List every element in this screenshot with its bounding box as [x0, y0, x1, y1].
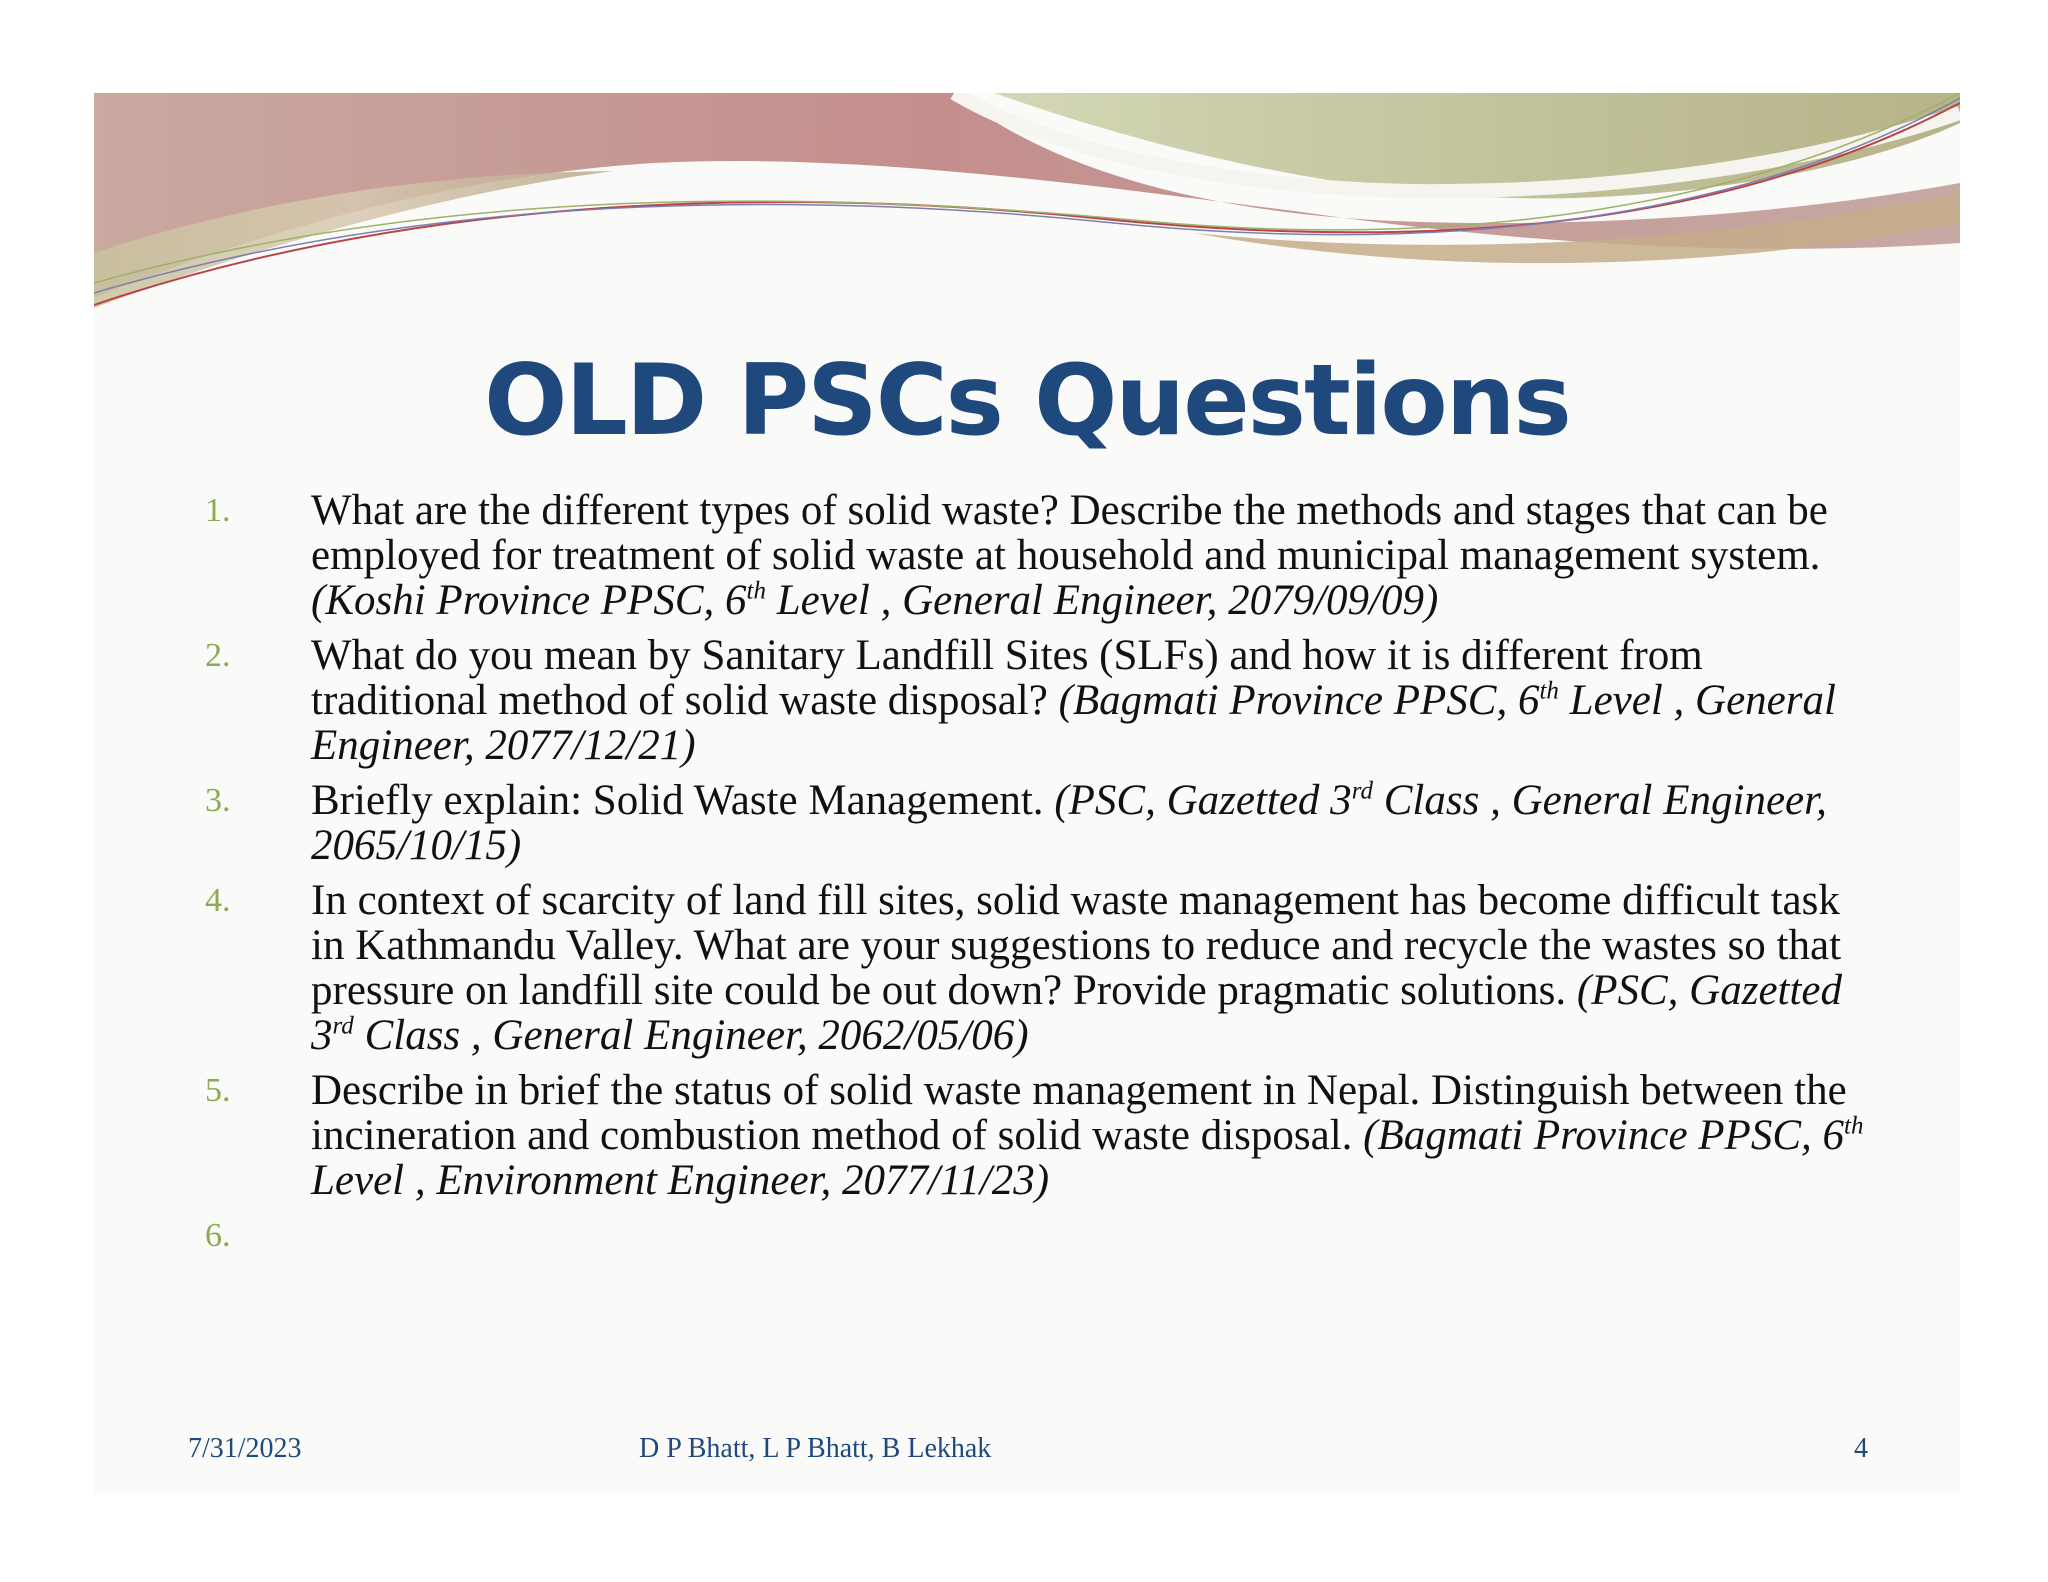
source-part: (Bagmati Province PPSC, 6 — [1363, 1112, 1844, 1159]
slide-title: OLD PSCs Questions — [484, 344, 1570, 458]
question-list — [94, 488, 1960, 1268]
source-superscript: th — [1539, 677, 1559, 705]
footer-date: 7/31/2023 — [188, 1433, 302, 1464]
question-item — [94, 1068, 1960, 1203]
question-number: 6. — [205, 1217, 231, 1254]
slide — [94, 93, 1960, 1493]
source-part: Class , General Engineer, 2065/10/15) — [311, 777, 1827, 869]
source-part: Class , General Engineer, 2062/05/06) — [353, 1012, 1029, 1059]
source-part: Level , General Engineer, 2079/09/09) — [765, 577, 1439, 624]
question-text: What do you mean by Sanitary Landfill Sites (SLFs) and how it is different from traditional method of solid waste disposal? — [311, 632, 1703, 724]
question-number: 3. — [205, 782, 231, 819]
source-part: Level , Environment Engineer, 2077/11/23) — [311, 1157, 1050, 1204]
source-superscript: rd — [1351, 777, 1373, 805]
question-number: 4. — [205, 882, 231, 919]
question-source — [311, 577, 1438, 624]
question-text: Describe in brief the status of solid waste management in Nepal. Distinguish between the incineration and combustion method of solid waste disposal. — [311, 1067, 1847, 1159]
question-item — [94, 1213, 1960, 1258]
question-text: What are the different types of solid waste? Describe the methods and stages that can be employed for treatment of solid waste at household and municipal management system. — [311, 487, 1828, 579]
question-text: Briefly explain: Solid Waste Management. — [311, 777, 1044, 824]
question-item — [94, 878, 1960, 1058]
source-part: Level , General Engineer, 2077/12/21) — [311, 677, 1836, 769]
footer-authors: D P Bhatt, L P Bhatt, B Lekhak — [639, 1433, 992, 1464]
question-number: 2. — [205, 637, 231, 674]
source-part: (Bagmati Province PPSC, 6 — [1058, 677, 1540, 724]
source-part: (PSC, Gazetted 3 — [1054, 777, 1352, 824]
footer-page-number: 4 — [1854, 1433, 1868, 1464]
question-item — [94, 778, 1960, 868]
header-wave-decoration — [94, 93, 1960, 313]
question-text: In context of scarcity of land fill sites, solid waste management has become difficult task in Kathmandu Valley. What are your suggestions to reduce and recycle the wastes so that pressure on landfill site could be out down? Provide pragmatic solutions. — [311, 877, 1842, 1014]
source-part: (PSC, Gazetted 3 — [311, 967, 1843, 1059]
question-number: 5. — [205, 1072, 231, 1109]
question-item — [94, 633, 1960, 768]
source-superscript: th — [1844, 1112, 1864, 1140]
question-item — [94, 488, 1960, 623]
source-part: (Koshi Province PPSC, 6 — [311, 577, 747, 624]
source-superscript: th — [746, 577, 766, 605]
question-number: 1. — [205, 492, 231, 529]
source-superscript: rd — [332, 1012, 354, 1040]
